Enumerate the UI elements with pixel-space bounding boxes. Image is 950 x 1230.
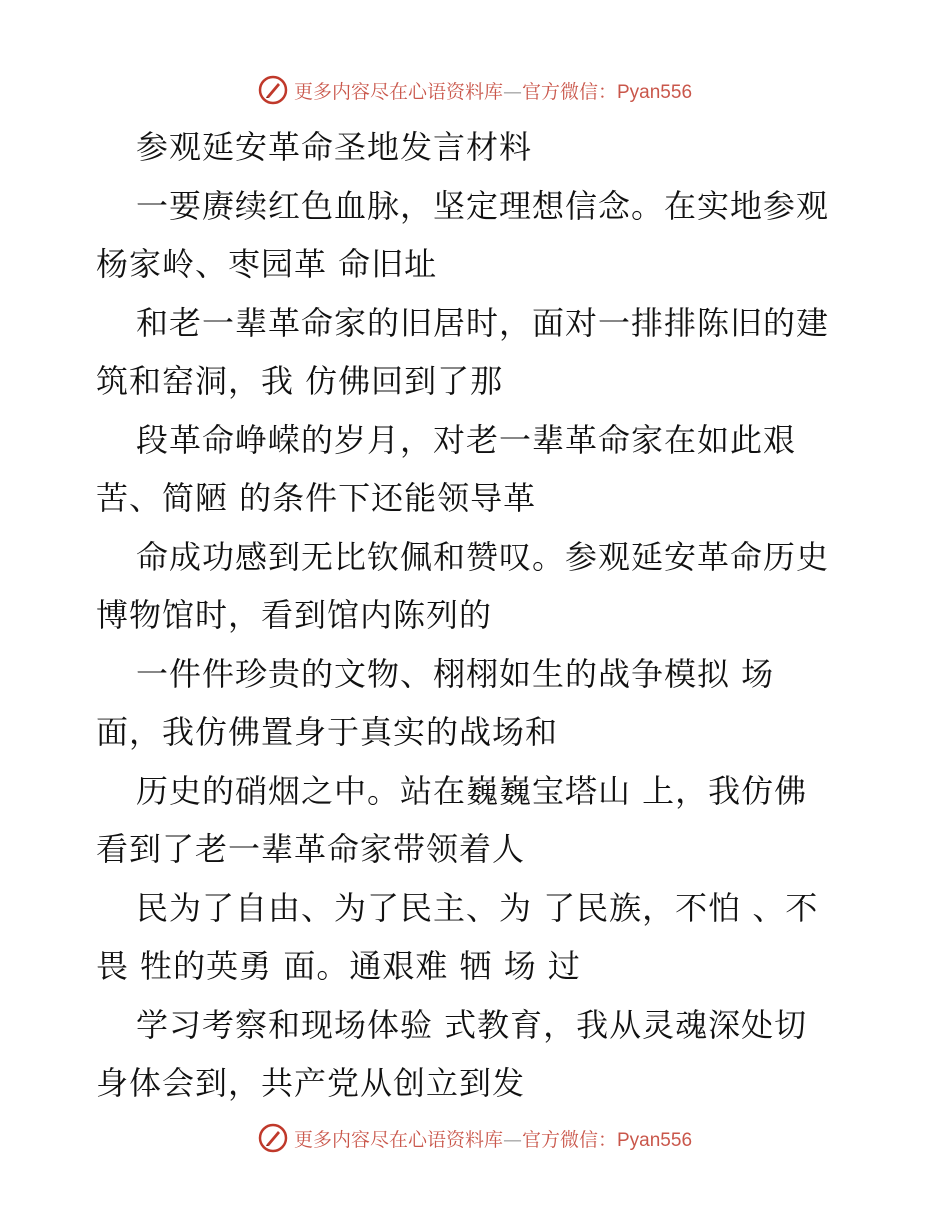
quill-logo-icon xyxy=(258,75,288,105)
text-line: 杨家岭、枣园革 命旧址 xyxy=(96,245,438,283)
watermark-site-text: 更多内容尽在心语资料库 xyxy=(293,80,503,103)
text-line: 历史的硝烟之中。站在巍巍宝塔山 上，我仿佛 xyxy=(136,771,808,810)
text-line: 段革命峥嵘的岁月，对老一辈革命家在如此艰 xyxy=(136,420,797,459)
text-line: 参观延安革命圣地发言材料 xyxy=(136,128,533,166)
text-line: 学习考察和现场体验 式教育，我从灵魂深处切 xyxy=(136,1005,808,1044)
header-watermark xyxy=(0,70,950,110)
text-line: 看到了老一辈革命家带领着人 xyxy=(96,830,526,868)
text-line: 畏 牲的英勇 面。通艰难 牺 场 过 xyxy=(96,947,581,985)
text-line: 命成功感到无比钦佩和赞叹。参观延安革命历史 xyxy=(136,537,830,576)
watermark-separator: — xyxy=(502,80,522,103)
text-line: 一件件珍贵的文物、栩栩如生的战争模拟 场 xyxy=(136,654,775,693)
text-line: 苦、简陋 的条件下还能领导革 xyxy=(96,479,537,517)
text-line: 博物馆时，看到馆内陈列的 xyxy=(96,596,493,634)
watermark-wechat-id: Pyan556 xyxy=(617,81,693,103)
watermark-site-text: 更多内容尽在心语资料库 xyxy=(293,1128,503,1151)
watermark-official-label: 官方微信： xyxy=(521,1128,617,1151)
footer-watermark xyxy=(0,1118,950,1158)
text-line: 筑和窑洞，我 仿佛回到了那 xyxy=(96,362,504,400)
text-line: 一要赓续红色血脉，坚定理想信念。在实地参观 xyxy=(136,186,830,225)
watermark-text xyxy=(294,1125,692,1152)
quill-logo-icon xyxy=(258,1123,288,1153)
text-line: 和老一辈革命家的旧居时，面对一排排陈旧的建 xyxy=(136,303,830,342)
watermark-text xyxy=(294,77,692,104)
text-line: 面，我仿佛置身于真实的战场和 xyxy=(96,713,559,751)
text-line: 身体会到，共产党从创立到发 xyxy=(96,1064,526,1102)
text-line: 民为了自由、为了民主、为 了民族，不怕 、不 xyxy=(136,888,819,927)
watermark-official-label: 官方微信： xyxy=(521,80,617,103)
document-body xyxy=(96,118,856,1113)
watermark-wechat-id: Pyan556 xyxy=(617,1129,693,1151)
watermark-separator: — xyxy=(502,1128,522,1151)
